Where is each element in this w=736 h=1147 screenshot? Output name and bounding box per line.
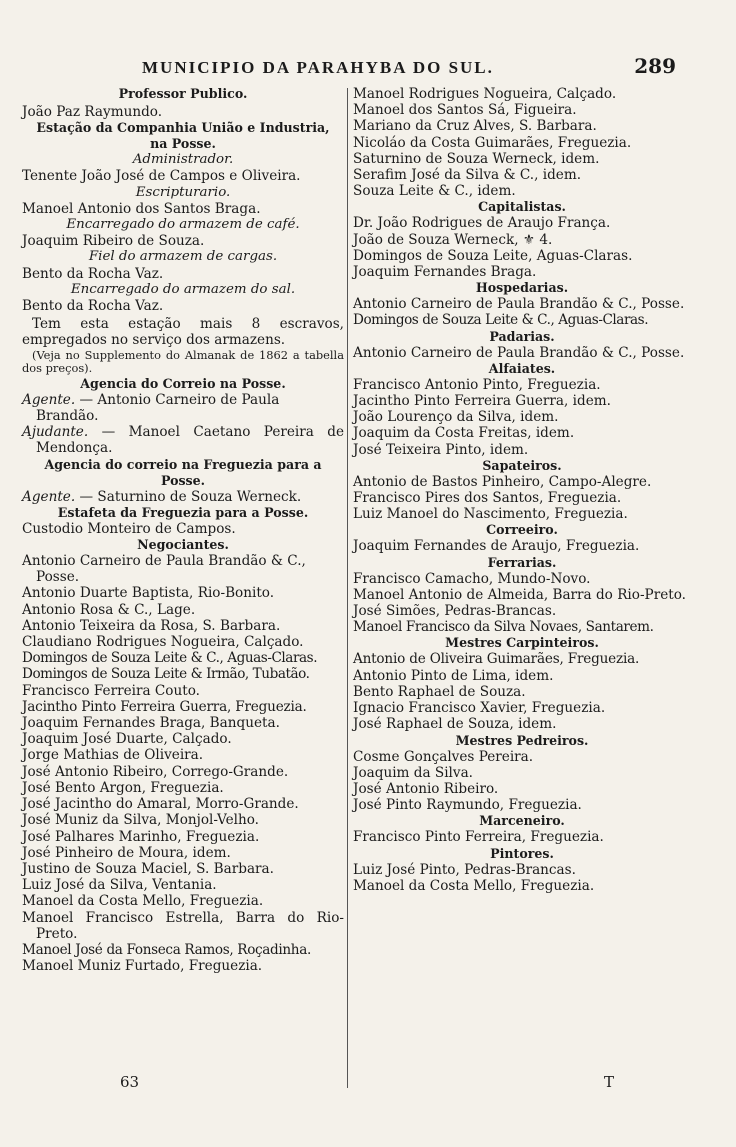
signature-mark: 63 [120,1073,140,1091]
list-item: Serafim José da Silva & C., idem. [353,167,582,184]
list-item: Joaquim Fernandes de Araujo, Freguezia. [353,538,640,555]
section-heading-marceneiro: Marceneiro. [479,813,565,829]
paragraph-supplement: (Veja no Supplemento do Almanak de 1862 a tabella dos preços). [22,347,344,376]
list-item: Domingos de Souza Leite & Irmão, Tubatão. [22,666,310,683]
list-item: Manoel dos Santos Sá, Figueira. [353,102,577,119]
section-heading-capitalistas: Capitalistas. [478,199,566,215]
list-item: Jacintho Pinto Ferreira Guerra, idem. [353,393,611,410]
section-heading-negociantes: Negociantes. [137,537,229,553]
entry-name: — Antonio Carneiro de Paula Brandão. [36,391,280,425]
list-item: Ignacio Francisco Xavier, Freguezia. [353,700,606,717]
list-item: Joaquim Fernandes Braga. [353,264,537,281]
list-item: Antonio Rosa & C., Lage. [22,601,196,618]
entry: Bento da Rocha Vaz. [22,298,164,315]
left-column [22,86,344,974]
list-item: Nicoláo da Costa Guimarães, Freguezia. [353,134,632,151]
negociantes-list [22,553,344,974]
entry: Custodio Monteiro de Campos. [22,520,236,537]
list-item: Mariano da Cruz Alves, S. Barbara. [353,118,597,135]
section-heading-correio-freguezia: Agencia do correio na Freguezia para a Posse. [44,456,322,488]
list-item: Domingos de Souza Leite, Aguas-Claras. [353,247,633,264]
entry-agente [22,489,344,505]
section-heading-padarias: Padarias. [489,328,555,344]
page-number: 289 [634,54,676,78]
list-item: Luiz José Pinto, Pedras-Brancas. [353,861,576,878]
paragraph-escravos: Tem esta estação mais 8 escravos, empregados no serviço dos armazens. [22,316,344,349]
list-item: Souza Leite & C., idem. [353,183,516,200]
list-item: Joaquim Fernandes Braga, Banqueta. [22,715,280,732]
entry: Tenente João José de Campos e Oliveira. [22,168,301,185]
list-item: Luiz José da Silva, Ventania. [22,877,217,894]
entry: Bento da Rocha Vaz. [22,265,164,282]
list-item: Manoel Francisco da Silva Novaes, Santarem. [353,619,654,636]
section-heading-pintores: Pintores. [490,845,554,861]
list-item: Manoel Antonio de Almeida, Barra do Rio-Preto. [353,586,686,603]
list-item: Francisco Antonio Pinto, Freguezia. [353,376,601,393]
running-head [30,54,676,82]
list-item: João Lourenço da Silva, idem. [353,409,559,426]
section-heading-carpinteiros: Mestres Carpinteiros. [445,635,599,651]
list-item: Antonio Teixeira da Rosa, S. Barbara. [22,617,281,634]
entry: Manoel Antonio dos Santos Braga. [22,200,261,217]
footer-letter: T [604,1073,615,1091]
list-item: Domingos de Souza Leite & C., Aguas-Claras. [22,650,318,667]
section-heading-pedreiros: Mestres Pedreiros. [455,732,589,748]
role-label: Fiel do armazem de cargas. [88,249,278,265]
section-heading-professor: Professor Publico. [118,86,248,101]
entry-name: — Manoel Caetano Pereira de Mendonça. [36,424,344,457]
section-heading-correio-posse: Agencia do Correio na Posse. [80,375,286,391]
list-item: Antonio Carneiro de Paula Brandão & C., Posse. [22,553,306,586]
list-item: José Simões, Pedras-Brancas. [353,603,557,620]
list-item: Francisco Pinto Ferreira, Freguezia. [353,829,604,846]
list-item: José Palhares Marinho, Freguezia. [22,828,260,845]
list-item: José Raphael de Souza, idem. [353,716,557,733]
list-item: Bento Raphael de Souza. [353,683,526,700]
list-item: Jorge Mathias de Oliveira. [22,747,204,764]
list-item: José Muniz da Silva, Monjol-Velho. [22,812,259,829]
list-item: Antonio de Oliveira Guimarães, Freguezia. [353,651,640,668]
section-heading-hospedarias: Hospedarias. [475,280,569,296]
page-title: MUNICIPIO DA PARAHYBA DO SUL. [142,58,494,77]
list-item: Antonio Carneiro de Paula Brandão & C., Posse. [353,296,685,313]
entry: Joaquim Ribeiro de Souza. [22,233,205,250]
list-item: Luiz Manoel do Nascimento, Freguezia. [353,506,628,523]
negociantes-continued-list [353,86,691,199]
entry-ajudante [22,424,344,456]
list-item: Manoel da Costa Mello, Freguezia. [353,877,595,894]
section-heading-ferrarias: Ferrarias. [487,554,557,570]
column-divider [347,88,348,1088]
list-item: José Pinto Raymundo, Freguezia. [353,797,582,814]
role-label: Ajudante. [22,424,89,441]
list-item: Manoel José da Fonseca Ramos, Roçadinha. [22,941,311,958]
list-item: Justino de Souza Maciel, S. Barbara. [22,860,274,877]
list-item: Domingos de Souza Leite & C., Aguas-Claras. [353,312,649,329]
list-item: José Bento Argon, Freguezia. [22,779,224,796]
list-item: Manoel da Costa Mello, Freguezia. [22,893,264,910]
section-heading-alfaiates: Alfaiates. [488,360,556,376]
entry-agente [22,392,344,424]
entry-name: — Saturnino de Souza Werneck. [79,488,302,505]
role-label: Agente. [22,488,76,505]
page-footer [0,1073,736,1093]
entry: João Paz Raymundo. [22,104,163,120]
list-item: João de Souza Werneck, ⚜ 4. [353,231,553,248]
section-heading-sapateiros: Sapateiros. [482,457,562,473]
section-heading-correeiro: Correeiro. [486,522,558,538]
list-item: José Jacintho do Amaral, Morro-Grande. [22,796,299,813]
list-item: Antonio Carneiro de Paula Brandão & C., Posse. [353,344,685,361]
section-heading-estafeta: Estafeta da Freguezia para a Posse. [57,504,309,520]
list-item: José Antonio Ribeiro, Corrego-Grande. [22,763,289,780]
role-label: Agente. [22,391,76,408]
list-item: Antonio de Bastos Pinheiro, Campo-Alegre. [353,473,652,490]
right-column [353,86,691,894]
list-item: Joaquim José Duarte, Calçado. [22,731,232,748]
list-item: Manoel Francisco Estrella, Barra do Rio-Preto. [22,909,344,942]
list-item: Cosme Gonçalves Pereira. [353,748,534,765]
role-label: Administrador. [132,152,234,168]
list-item: Jacintho Pinto Ferreira Guerra, Freguezia. [22,698,307,715]
list-item: José Antonio Ribeiro. [353,780,499,797]
role-label: Encarregado do armazem do sal. [70,281,296,297]
list-item: José Teixeira Pinto, idem. [353,441,529,458]
list-item: Joaquim da Costa Freitas, idem. [353,425,575,442]
list-item: Francisco Pires dos Santos, Freguezia. [353,490,622,507]
section-heading-estacao: Estação da Companhia União e Industria, na Posse. [36,120,330,152]
list-item: Claudiano Rodrigues Nogueira, Calçado. [22,634,304,651]
role-label: Encarregado do armazem de café. [66,217,300,233]
list-item: Saturnino de Souza Werneck, idem. [353,150,600,167]
role-label: Escripturario. [135,184,231,200]
list-item: Manoel Muniz Furtado, Freguezia. [22,958,263,975]
list-item: Joaquim da Silva. [353,764,473,781]
list-item: Dr. João Rodrigues de Araujo França. [353,215,611,232]
list-item: Francisco Ferreira Couto. [22,682,200,699]
list-item: José Pinheiro de Moura, idem. [22,844,231,861]
list-item: Francisco Camacho, Mundo-Novo. [353,570,591,587]
list-item: Antonio Duarte Baptista, Rio-Bonito. [22,585,275,602]
list-item: Manoel Rodrigues Nogueira, Calçado. [353,86,617,102]
list-item: Antonio Pinto de Lima, idem. [353,667,554,684]
